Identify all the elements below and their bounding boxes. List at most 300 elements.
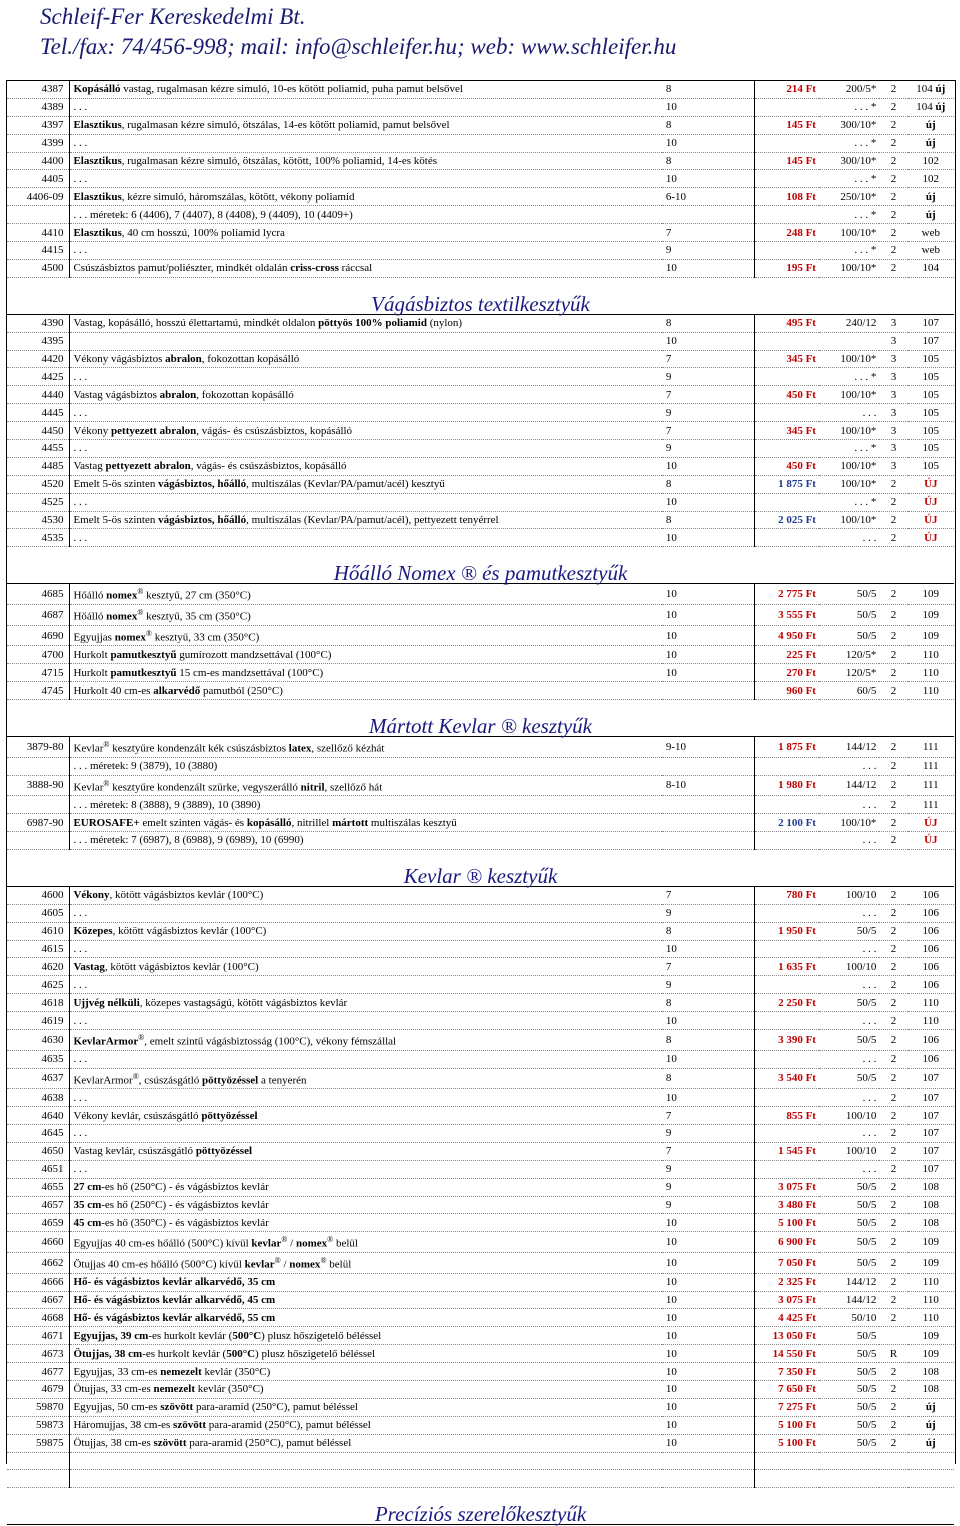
row-size: 10 [662, 1434, 754, 1452]
row-packaging: 50/5 [819, 1381, 879, 1399]
row-description: Vastag vágásbiztos abralon, fokozottan kopásálló [70, 386, 662, 404]
section-title: Kevlar ® kesztyűk [7, 849, 954, 886]
row-packaging: . . . [819, 1089, 879, 1107]
row-code: 4637 [7, 1068, 70, 1089]
row-category: 2 [879, 529, 907, 547]
row-price [754, 206, 819, 224]
row-price [754, 1160, 819, 1178]
row-price: 6 900 Ft [754, 1232, 819, 1253]
table-row [7, 314, 954, 332]
row-description: . . . [70, 529, 662, 547]
row-description: Vékony pettyezett abralon, vágás- és csúszásbiztos, kopásálló [70, 422, 662, 440]
row-size: 10 [662, 332, 754, 350]
row-size: 7 [662, 422, 754, 440]
row-packaging: . . . [819, 404, 879, 422]
table-row [7, 81, 954, 98]
table-row [7, 1068, 954, 1089]
row-description: Közepes, kötött vágásbiztos kevlár (100°C) [70, 922, 662, 940]
row-code: 4671 [7, 1327, 70, 1345]
row-code: 4415 [7, 242, 70, 260]
row-price: 108 Ft [754, 188, 819, 206]
row-code: 4668 [7, 1309, 70, 1327]
row-code: 4620 [7, 958, 70, 976]
row-description: . . . [70, 1050, 662, 1068]
row-packaging: 50/5 [819, 1178, 879, 1196]
row-code: 4410 [7, 224, 70, 242]
row-size: 7 [662, 386, 754, 404]
row-category: 2 [879, 1214, 907, 1232]
table-row [7, 98, 954, 116]
row-size: 8 [662, 152, 754, 170]
row-price [754, 940, 819, 958]
row-description [70, 332, 662, 350]
row-size: 7 [662, 224, 754, 242]
row-category: 2 [879, 814, 907, 832]
row-size: 7 [662, 886, 754, 904]
row-packaging: 100/10* [819, 422, 879, 440]
row-size: 7 [662, 958, 754, 976]
row-description [70, 1470, 662, 1488]
row-packaging: 60/5 [819, 682, 879, 700]
row-description: Kopásálló vastag, rugalmasan kézre simuló, 10-es kötött poliamid, puha pamut belsővel [70, 81, 662, 98]
row-code [7, 206, 70, 224]
row-price: 214 Ft [754, 81, 819, 98]
row-description: Hurkolt 40 cm-es alkarvédő pamutból (250°C) [70, 682, 662, 700]
row-category: 2 [879, 1416, 907, 1434]
row-price: 2 775 Ft [754, 584, 819, 605]
row-category: 2 [879, 511, 907, 529]
row-description: . . . méretek: 6 (4406), 7 (4407), 8 (4408), 9 (4409), 10 (4409+) [70, 206, 662, 224]
row-page: új [908, 1398, 954, 1416]
table-row [7, 682, 954, 700]
row-size: 10 [662, 1398, 754, 1416]
row-page: 105 [908, 386, 954, 404]
row-page: 110 [908, 682, 954, 700]
row-category: 2 [879, 170, 907, 188]
row-price [754, 404, 819, 422]
row-code: 4525 [7, 493, 70, 511]
row-price: 145 Ft [754, 116, 819, 134]
row-price: 4 425 Ft [754, 1309, 819, 1327]
row-code: 4520 [7, 475, 70, 493]
row-size: 7 [662, 1107, 754, 1125]
row-size: 10 [662, 1345, 754, 1363]
row-description: . . . [70, 98, 662, 116]
row-code: 4405 [7, 170, 70, 188]
row-page: 108 [908, 1381, 954, 1399]
row-price: 7 275 Ft [754, 1398, 819, 1416]
row-description: Kevlar® kesztyűre kondenzált kék csúszásbiztos latex, szellőző kézhát [70, 737, 662, 758]
table-row [7, 152, 954, 170]
row-description: Egyujjas, 39 cm-es hurkolt kevlár (500°C) plusz hőszigetelő béléssel [70, 1327, 662, 1345]
row-price [754, 170, 819, 188]
row-code: 4657 [7, 1196, 70, 1214]
row-category: 2 [879, 796, 907, 814]
row-category [879, 1327, 907, 1345]
row-size: 10 [662, 646, 754, 664]
row-category: 2 [879, 584, 907, 605]
row-size: 10 [662, 940, 754, 958]
row-code: 4619 [7, 1012, 70, 1030]
row-packaging: . . . * [819, 134, 879, 152]
row-packaging: 50/5 [819, 605, 879, 626]
row-size: 9 [662, 976, 754, 994]
row-description: Vékony kevlár, csúszásgátló pöttyözéssel [70, 1107, 662, 1125]
row-packaging: 50/5 [819, 1434, 879, 1452]
row-size: 10 [662, 457, 754, 475]
row-page: 106 [908, 922, 954, 940]
table-row [7, 224, 954, 242]
row-packaging: . . . * [819, 206, 879, 224]
row-description: Hő- és vágásbiztos kevlár alkarvédő, 35 cm [70, 1273, 662, 1291]
row-packaging: 100/10 [819, 1107, 879, 1125]
row-code: 4700 [7, 646, 70, 664]
row-size: 10 [662, 1050, 754, 1068]
row-price [754, 493, 819, 511]
row-size: 10 [662, 1363, 754, 1381]
row-description: Vastag kevlár, csúszásgátló pöttyözéssel [70, 1142, 662, 1160]
table-row [7, 1363, 954, 1381]
row-page: 107 [908, 1089, 954, 1107]
row-description: Egyujjas, 50 cm-es szövött para-aramid (250°C), pamut béléssel [70, 1398, 662, 1416]
row-category: 2 [879, 1398, 907, 1416]
row-code: 4445 [7, 404, 70, 422]
row-description: 45 cm-es hő (350°C) - és vágásbiztos kevlár [70, 1214, 662, 1232]
row-size [662, 757, 754, 775]
row-code: 4677 [7, 1363, 70, 1381]
section-heading [7, 700, 954, 737]
row-price: 3 390 Ft [754, 1030, 819, 1051]
row-page: 105 [908, 422, 954, 440]
row-category: 2 [879, 994, 907, 1012]
row-category: 2 [879, 832, 907, 850]
row-price [754, 1470, 819, 1488]
row-size [662, 206, 754, 224]
row-page: 109 [908, 625, 954, 646]
row-page: 109 [908, 1345, 954, 1363]
row-price [754, 332, 819, 350]
table-row [7, 757, 954, 775]
row-code: 4715 [7, 664, 70, 682]
row-page: web [908, 224, 954, 242]
row-code: 4600 [7, 886, 70, 904]
row-code: 4390 [7, 314, 70, 332]
row-page: ÚJ [908, 529, 954, 547]
row-code: 59870 [7, 1398, 70, 1416]
row-category: 2 [879, 188, 907, 206]
row-category: 2 [879, 1196, 907, 1214]
table-row [7, 605, 954, 626]
row-price: 960 Ft [754, 682, 819, 700]
table-row [7, 646, 954, 664]
row-packaging: 50/5 [819, 584, 879, 605]
row-page: új [908, 134, 954, 152]
row-price: 1 980 Ft [754, 775, 819, 796]
table-row [7, 922, 954, 940]
price-list-frame [6, 80, 956, 1526]
row-price [754, 757, 819, 775]
row-page: 108 [908, 1196, 954, 1214]
row-packaging: . . . [819, 1160, 879, 1178]
row-size: 6-10 [662, 188, 754, 206]
row-price [754, 440, 819, 458]
row-category: 2 [879, 775, 907, 796]
row-size: 10 [662, 134, 754, 152]
row-category: 2 [879, 958, 907, 976]
row-packaging: . . . [819, 1012, 879, 1030]
row-packaging: 50/5 [819, 1253, 879, 1274]
row-page: 107 [908, 1068, 954, 1089]
row-page: 106 [908, 940, 954, 958]
row-category: 2 [879, 1089, 907, 1107]
section-heading [7, 849, 954, 886]
row-packaging: 50/5 [819, 1416, 879, 1434]
row-price: 2 100 Ft [754, 814, 819, 832]
row-category: 2 [879, 259, 907, 277]
row-page: 109 [908, 605, 954, 626]
row-price: 145 Ft [754, 152, 819, 170]
row-category: 3 [879, 350, 907, 368]
row-category: 2 [879, 1434, 907, 1452]
row-code: 4500 [7, 259, 70, 277]
row-category: 2 [879, 116, 907, 134]
row-price: 7 650 Ft [754, 1381, 819, 1399]
row-description: . . . [70, 170, 662, 188]
row-category: 2 [879, 757, 907, 775]
row-description: Háromujjas, 38 cm-es szövött para-aramid (250°C), pamut béléssel [70, 1416, 662, 1434]
row-packaging: 50/5 [819, 625, 879, 646]
row-description: Elasztikus, rugalmasan kézre simuló, ötszálas, 14-es kötött poliamid, pamut belsővel [70, 116, 662, 134]
row-packaging: 250/10* [819, 188, 879, 206]
row-price: 2 325 Ft [754, 1273, 819, 1291]
table-row [7, 1196, 954, 1214]
row-price: 1 545 Ft [754, 1142, 819, 1160]
row-description: EUROSAFE+ emelt szinten vágás- és kopásálló, nitrillel mártott multiszálas kesztyű [70, 814, 662, 832]
row-code: 3879-80 [7, 737, 70, 758]
row-size: 9 [662, 242, 754, 260]
row-page: ÚJ [908, 475, 954, 493]
row-category: 2 [879, 1107, 907, 1125]
row-size: 10 [662, 1253, 754, 1274]
row-price: 3 480 Ft [754, 1196, 819, 1214]
row-description: . . . [70, 1125, 662, 1143]
row-size [662, 796, 754, 814]
row-size: 10 [662, 664, 754, 682]
table-row [7, 1050, 954, 1068]
row-packaging: 100/10* [819, 511, 879, 529]
row-category: 2 [879, 224, 907, 242]
row-code: 4651 [7, 1160, 70, 1178]
row-price: 14 550 Ft [754, 1345, 819, 1363]
row-description: Egyujjas nomex® kesztyű, 33 cm (350°C) [70, 625, 662, 646]
row-category: 3 [879, 457, 907, 475]
row-code: 4667 [7, 1291, 70, 1309]
row-code: 4618 [7, 994, 70, 1012]
section-title: Vágásbiztos textilkesztyűk [7, 277, 954, 314]
row-packaging: . . . [819, 976, 879, 994]
table-row [7, 814, 954, 832]
row-code: 4387 [7, 81, 70, 98]
table-row [7, 1142, 954, 1160]
row-description: . . . méretek: 9 (3879), 10 (3880) [70, 757, 662, 775]
row-page: 106 [908, 886, 954, 904]
table-row [7, 1160, 954, 1178]
row-page: 107 [908, 314, 954, 332]
row-packaging: . . . [819, 1125, 879, 1143]
row-code: 4455 [7, 440, 70, 458]
row-code: 4400 [7, 152, 70, 170]
table-row [7, 440, 954, 458]
row-category: 2 [879, 1178, 907, 1196]
row-price [754, 1089, 819, 1107]
table-row [7, 422, 954, 440]
row-size: 8 [662, 1068, 754, 1089]
row-category: 2 [879, 1232, 907, 1253]
row-page: 107 [908, 332, 954, 350]
row-packaging: 300/10* [819, 152, 879, 170]
row-size: 8 [662, 922, 754, 940]
row-packaging: . . . [819, 832, 879, 850]
row-description: . . . [70, 1012, 662, 1030]
row-page: 106 [908, 1030, 954, 1051]
table-row [7, 386, 954, 404]
row-packaging: 100/10 [819, 1142, 879, 1160]
row-page: 105 [908, 440, 954, 458]
row-code [7, 796, 70, 814]
row-description: Ujjvég nélküli, közepes vastagságú, kötött vágásbiztos kevlár [70, 994, 662, 1012]
table-row [7, 1089, 954, 1107]
row-page: 109 [908, 1253, 954, 1274]
row-price: 1 875 Ft [754, 475, 819, 493]
row-category: 2 [879, 737, 907, 758]
row-description: Vékony vágásbiztos abralon, fokozottan kopásálló [70, 350, 662, 368]
table-row [7, 1381, 954, 1399]
row-packaging [819, 332, 879, 350]
row-price: 270 Ft [754, 664, 819, 682]
row-code: 4690 [7, 625, 70, 646]
row-size: 8 [662, 994, 754, 1012]
row-size: 10 [662, 1309, 754, 1327]
table-row [7, 350, 954, 368]
row-page: új [908, 206, 954, 224]
table-row [7, 796, 954, 814]
row-description: . . . [70, 904, 662, 922]
row-size: 10 [662, 605, 754, 626]
row-description: . . . [70, 134, 662, 152]
row-price: 3 075 Ft [754, 1178, 819, 1196]
row-code: 4605 [7, 904, 70, 922]
row-size: 10 [662, 1416, 754, 1434]
table-row [7, 1452, 954, 1470]
row-page [908, 1452, 954, 1470]
row-code: 59873 [7, 1416, 70, 1434]
row-packaging: . . . * [819, 368, 879, 386]
table-row [7, 242, 954, 260]
row-description: Vastag pettyezett abralon, vágás- és csúszásbiztos, kopásálló [70, 457, 662, 475]
row-price [754, 134, 819, 152]
row-page [908, 1470, 954, 1488]
row-price: 2 250 Ft [754, 994, 819, 1012]
row-price: 5 100 Ft [754, 1214, 819, 1232]
row-code: 59875 [7, 1434, 70, 1452]
row-packaging: . . . [819, 904, 879, 922]
row-page: ÚJ [908, 493, 954, 511]
row-category: 2 [879, 1363, 907, 1381]
row-packaging: . . . * [819, 98, 879, 116]
row-price: 1 950 Ft [754, 922, 819, 940]
row-description: Emelt 5-ös szinten vágásbiztos, hőálló, multiszálas (Kevlar/PA/pamut/acél), pettyezett tenyérrel [70, 511, 662, 529]
row-code: 4399 [7, 134, 70, 152]
row-page: 106 [908, 904, 954, 922]
table-row [7, 1291, 954, 1309]
row-category: 2 [879, 81, 907, 98]
row-packaging: 200/5* [819, 81, 879, 98]
row-price: 7 050 Ft [754, 1253, 819, 1274]
row-page: 110 [908, 1291, 954, 1309]
row-category: 2 [879, 475, 907, 493]
row-price: 450 Ft [754, 386, 819, 404]
row-packaging: 144/12 [819, 1291, 879, 1309]
row-category: 2 [879, 886, 907, 904]
row-packaging: 100/10* [819, 814, 879, 832]
table-row [7, 832, 954, 850]
section-heading [7, 547, 954, 584]
row-size [662, 832, 754, 850]
table-row [7, 1434, 954, 1452]
table-row [7, 1012, 954, 1030]
row-description: . . . [70, 940, 662, 958]
row-code [7, 832, 70, 850]
row-page: 107 [908, 1125, 954, 1143]
row-packaging: 100/10* [819, 350, 879, 368]
row-page: 109 [908, 1327, 954, 1345]
row-description: Elasztikus, kézre simuló, háromszálas, kötött, vékony poliamid [70, 188, 662, 206]
row-packaging: . . . [819, 529, 879, 547]
row-code: 4395 [7, 332, 70, 350]
table-row [7, 1030, 954, 1051]
row-page: 106 [908, 976, 954, 994]
row-category: 2 [879, 976, 907, 994]
row-page: 110 [908, 1273, 954, 1291]
row-packaging: . . . [819, 1050, 879, 1068]
row-page: 105 [908, 404, 954, 422]
table-row [7, 116, 954, 134]
row-page: 111 [908, 737, 954, 758]
row-description: Hő- és vágásbiztos kevlár alkarvédő, 55 cm [70, 1309, 662, 1327]
section-heading [7, 277, 954, 314]
row-category: 2 [879, 1012, 907, 1030]
row-page: 104 új [908, 81, 954, 98]
row-description: . . . méretek: 7 (6987), 8 (6988), 9 (6989), 10 (6990) [70, 832, 662, 850]
table-row [7, 1327, 954, 1345]
row-packaging: 144/12 [819, 775, 879, 796]
row-description: . . . [70, 404, 662, 422]
row-packaging: 100/10 [819, 886, 879, 904]
row-category: 2 [879, 682, 907, 700]
row-price: 225 Ft [754, 646, 819, 664]
row-page: 110 [908, 664, 954, 682]
row-size: 10 [662, 1291, 754, 1309]
row-description: Kevlar® kesztyűre kondenzált szürke, vegyszerálló nitril, szellőző hát [70, 775, 662, 796]
row-description: . . . [70, 493, 662, 511]
row-size: 9 [662, 1160, 754, 1178]
row-size: 8 [662, 1030, 754, 1051]
row-description: . . . [70, 1160, 662, 1178]
row-category: 2 [879, 1068, 907, 1089]
row-price: 3 540 Ft [754, 1068, 819, 1089]
table-row [7, 1273, 954, 1291]
table-row [7, 332, 954, 350]
